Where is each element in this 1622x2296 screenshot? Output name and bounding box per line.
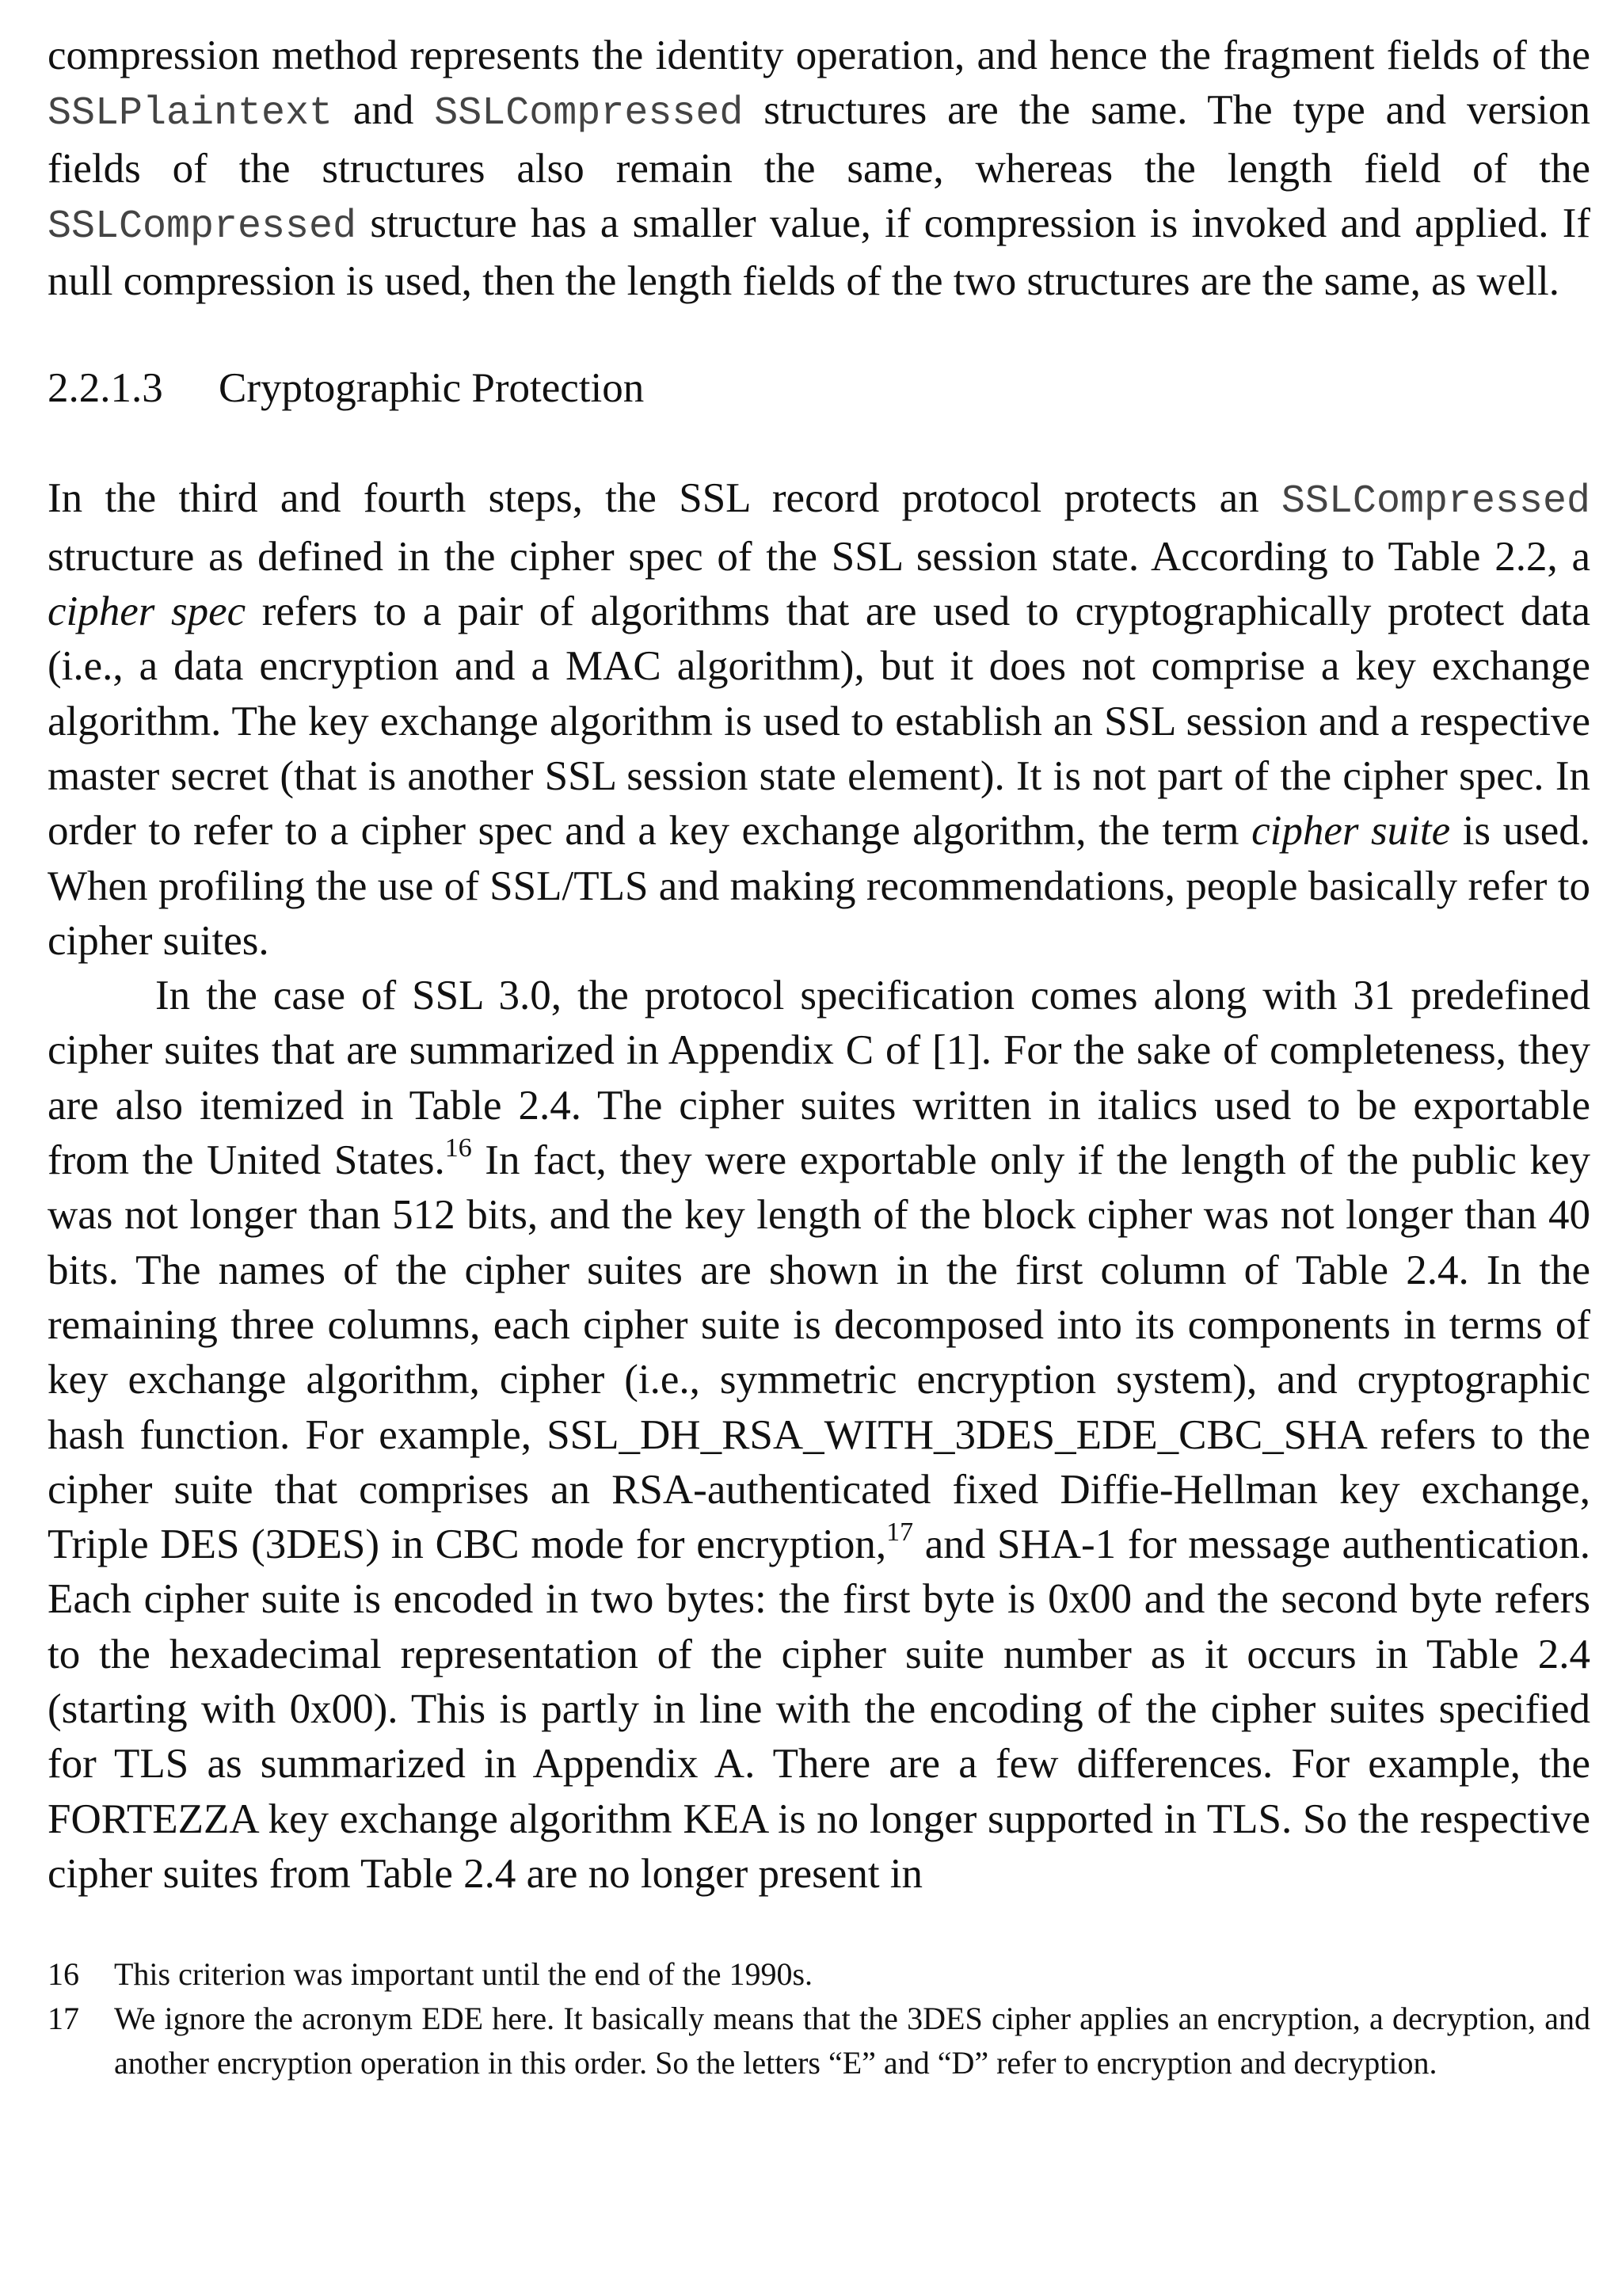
code-sslcompressed: SSLCompressed (48, 204, 357, 249)
footnote-ref-17[interactable]: 17 (886, 1517, 914, 1548)
paragraph-compression (48, 29, 1590, 309)
footnote-number: 17 (48, 2001, 79, 2037)
paragraph-cipher-spec (48, 471, 1590, 969)
footnote-text: This criterion was important until the end of the 1990s. (114, 1956, 813, 1993)
section-heading (48, 361, 1590, 416)
document-page (48, 29, 1590, 2085)
term-cipher-spec: cipher spec (48, 588, 246, 635)
text-run: In fact, they were exportable only if the length of the public key was not longer than 512 bits, and the key length of the block cipher was not longer than 40 bits. The names of the cipher suites are shown in the first column of Table 2.4. In the remaining three columns, each cipher suite is decomposed into its components in terms of key exchange algorithm, cipher (i.e., symmetric encryption system), and cryptographic hash function. For example, SSL_DH_RSA_WITH_3DES_EDE_CBC_SHA refers to the cipher suite that comprises an RSA-authenticated fixed Diffie-Hellman key exchange, Triple DES (3DES) in CBC mode for encryption, (48, 1137, 1591, 1568)
text-run: compression method represents the identity operation, and hence the fragment fields of the (48, 32, 1590, 78)
text-run: structure as defined in the cipher spec of the SSL session state. According to Table 2.2, a (48, 533, 1590, 580)
section-title: Cryptographic Protection (219, 365, 645, 412)
section-number: 2.2.1.3 (48, 365, 163, 412)
footnote-ref-16[interactable]: 16 (444, 1133, 472, 1163)
footnotes (48, 1952, 1590, 2085)
text-run: In the case of SSL 3.0, the protocol specification comes along with 31 predefined cipher suites that are summarized in Appendix C of [1]. For the sake of completeness, they are also itemized in Table 2.4. The cipher suites written in italics used to be exportable from the United States. (48, 973, 1590, 1184)
text-run: is used. When profiling the use of SSL/TLS and making recommendations, people basically refer to cipher suites. (48, 808, 1591, 964)
paragraph-ssl30-cipher-suites (48, 969, 1590, 1902)
footnote (48, 1952, 1590, 1997)
text-run: refers to a pair of algorithms that are used to cryptographically protect data (i.e., a data encryption and a MAC algorithm), but it does not comprise a key exchange algorithm. The key exchange algorithm is used to establish an SSL session and a respective master secret (that is another SSL session state element). It is not part of the cipher spec. In order to refer to a cipher spec and a key exchange algorithm, the term (48, 588, 1590, 855)
code-sslcompressed: SSLCompressed (434, 91, 744, 137)
footnote-number: 16 (48, 1956, 79, 1993)
text-run: and (333, 87, 435, 134)
text-run: and SHA-1 for message authentication. Each cipher suite is encoded in two bytes: the first byte is 0x00 and the second byte refers to the hexadecimal representation of the cipher suite number as it occurs in Table 2.4 (starting with 0x00). This is partly in line with the encoding of the cipher suites specified for TLS as summarized in Appendix A. There are a few differences. For example, the FORTEZZA key exchange algorithm KEA is no longer supported in TLS. So the respective cipher suites from Table 2.4 are no longer present in (48, 1521, 1590, 1897)
code-sslplaintext: SSLPlaintext (48, 91, 333, 137)
text-run: structure has a smaller value, if compression is invoked and applied. If null compression is used, then the length fields of the two structures are the same, as well. (48, 200, 1590, 305)
term-cipher-suite: cipher suite (1251, 808, 1451, 855)
text-run: structures are the same. The type and version fields of the structures also remain the same, whereas the length field of the (48, 87, 1590, 192)
code-sslcompressed: SSLCompressed (1281, 479, 1590, 525)
footnote-text: We ignore the acronym EDE here. It basically means that the 3DES cipher applies an encryption, a decryption, and another encryption operation in this order. So the letters “E” and “D” refer to encryption and decryption. (114, 2001, 1590, 2081)
footnote (48, 1997, 1590, 2085)
text-run: In the third and fourth steps, the SSL record protocol protects an (48, 475, 1281, 522)
